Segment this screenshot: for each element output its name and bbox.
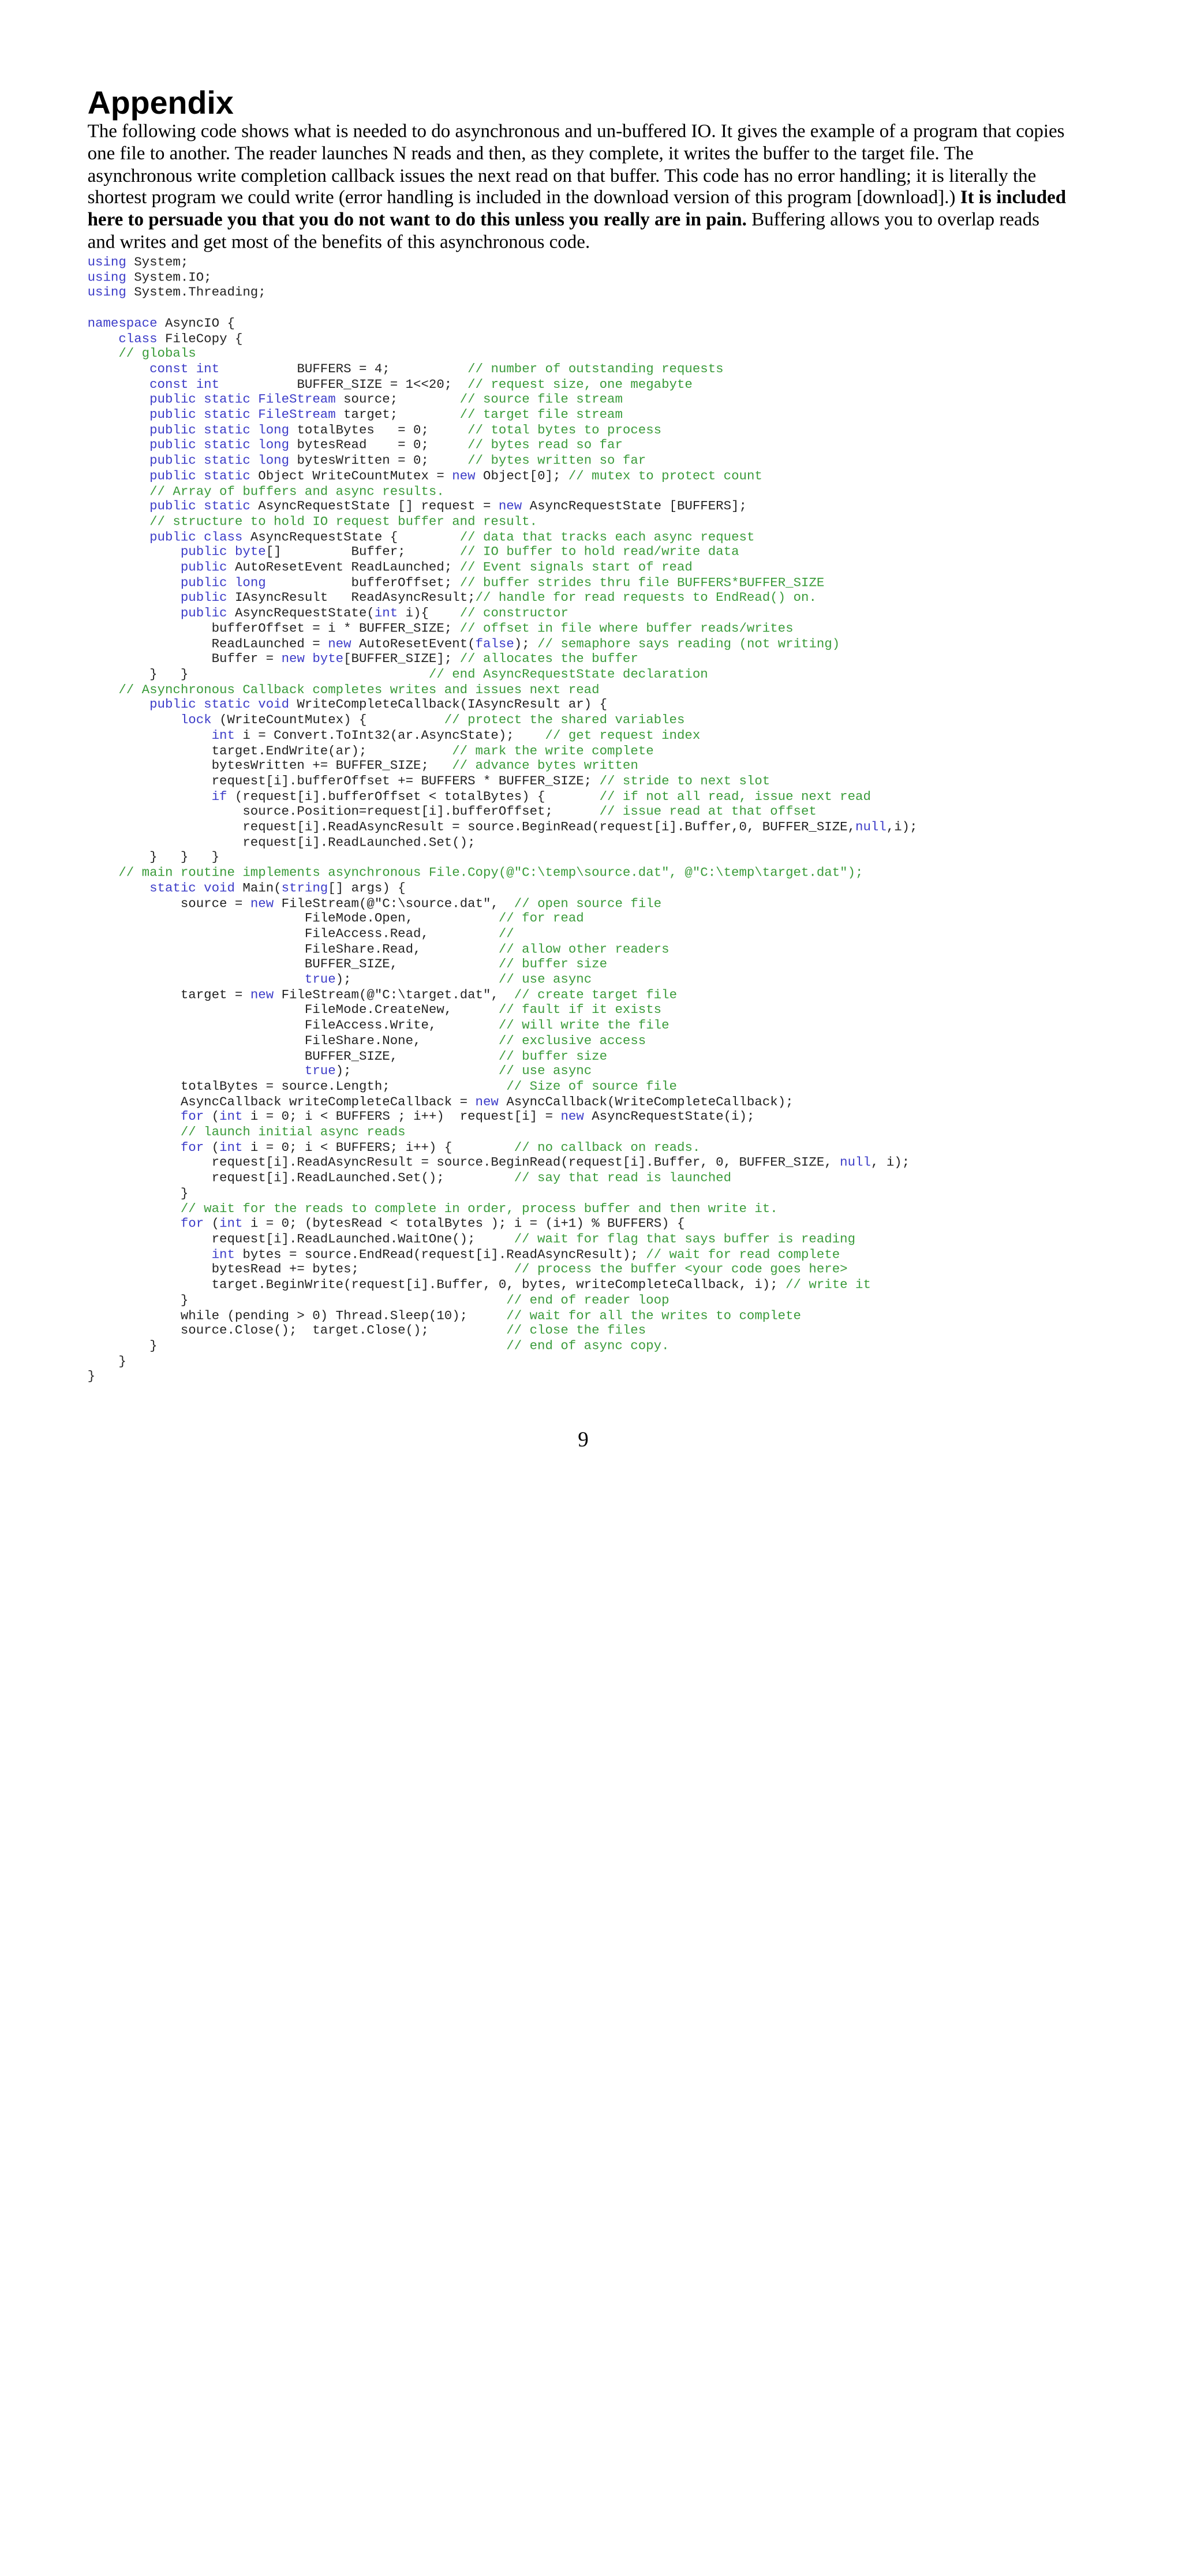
code-text: FileMode.Open, [87, 911, 499, 926]
code-text: request[i].ReadLaunched.Set(); [87, 1171, 514, 1186]
code-line [88, 407, 623, 422]
code-line [88, 316, 235, 330]
code-comment: // mutex to protect count [568, 468, 762, 483]
code-comment: // bytes written so far [467, 453, 646, 468]
code-text: AsyncCallback(WriteCompleteCallback); [498, 1094, 794, 1109]
code-comment: // source file stream [459, 392, 623, 407]
code-text [88, 1201, 181, 1216]
code-comment: // advance bytes written [452, 758, 638, 773]
code-text [88, 529, 150, 544]
code-text: ); [335, 1063, 499, 1079]
code-keyword: const int [149, 361, 220, 376]
code-keyword: true [304, 1063, 336, 1079]
code-text [88, 361, 150, 376]
code-text: AsyncRequestState [BUFFERS]; [522, 499, 747, 514]
code-text: request[i].bufferOffset += BUFFERS * BUFFER_SIZE; [87, 773, 600, 788]
code-keyword: lock [180, 712, 212, 727]
code-line [88, 941, 669, 956]
code-keyword: null [840, 1155, 871, 1170]
code-line [88, 560, 693, 574]
code-comment: // use async [498, 972, 592, 987]
code-keyword: null [855, 819, 886, 835]
code-text: AsyncRequestState [] request = [250, 499, 499, 514]
code-line [88, 469, 762, 483]
code-text [88, 469, 150, 483]
code-text: [] args) { [328, 880, 406, 895]
intro-paragraph [88, 122, 1069, 255]
code-text [88, 499, 150, 513]
code-comment: // structure to hold IO request buffer and result. [149, 514, 538, 529]
code-comment: // constructor [459, 605, 568, 620]
code-text: AsyncRequestState(i); [583, 1109, 755, 1124]
code-text: i = Convert.ToInt32(ar.AsyncState); [234, 728, 545, 743]
code-keyword: new [475, 1094, 499, 1109]
code-keyword: for [180, 1216, 204, 1231]
intro-bold-text: It is included here to persuade you that you do not want to do this unless you really are in pain. [87, 188, 1067, 231]
code-text [88, 713, 181, 727]
code-line [88, 545, 739, 559]
code-text: Buffer = [87, 651, 282, 667]
code-text: AsyncCallback writeCompleteCallback = [87, 1094, 476, 1109]
code-line [88, 652, 638, 666]
code-line [88, 331, 243, 345]
code-comment: // target file stream [459, 407, 623, 422]
code-comment: // end of async copy. [506, 1339, 669, 1354]
code-line [88, 438, 623, 453]
code-keyword: string [281, 880, 328, 895]
code-line [88, 606, 568, 620]
code-comment: // allocates the buffer [459, 651, 638, 667]
code-text [88, 575, 181, 590]
code-text [88, 1125, 181, 1139]
code-comment: // will write the file [498, 1018, 669, 1033]
code-line [88, 1140, 701, 1154]
code-text: BUFFER_SIZE, [87, 1048, 499, 1063]
code-text: Object[0]; [475, 468, 568, 483]
code-line [88, 575, 825, 590]
code-comment: // fault if it exists [498, 1003, 662, 1018]
code-comment: // Asynchronous Callback completes writes and issues next read [118, 682, 600, 697]
code-line [88, 835, 476, 849]
code-keyword: int [219, 1216, 243, 1231]
code-keyword: public static FileStream [149, 392, 336, 407]
code-text [88, 423, 150, 437]
code-text: ); [514, 636, 538, 651]
code-keyword: for [180, 1140, 204, 1155]
code-text: [BUFFER_SIZE]; [343, 651, 460, 667]
code-text: request[i].ReadAsyncResult = source.BeginRead(request[i].Buffer, 0, BUFFER_SIZE, [87, 1155, 840, 1170]
code-text: } [87, 1369, 96, 1384]
code-comment: // bytes read so far [467, 438, 623, 453]
code-text: i){ [398, 605, 460, 620]
code-comment: // no callback on reads. [514, 1140, 701, 1155]
code-line [88, 1109, 755, 1124]
code-comment: // number of outstanding requests [467, 361, 724, 376]
code-text [88, 407, 150, 422]
code-comment: // if not all read, issue next read [599, 788, 871, 804]
code-text: source.Position=request[i].bufferOffset; [87, 804, 600, 819]
code-line [88, 789, 871, 803]
code-keyword: public [180, 560, 227, 575]
code-text [88, 560, 181, 574]
code-text [88, 1247, 212, 1261]
code-text [88, 789, 212, 803]
code-text: target = [87, 987, 250, 1002]
code-text: FileShare.Read, [87, 941, 499, 956]
code-text: bytesWritten += BUFFER_SIZE; [87, 758, 452, 773]
code-line [88, 988, 677, 1002]
intro-text-before: The following code shows what is needed to do asynchronous and un-buffered IO. It gives the example of a program that copies one file to another. The reader launches N reads and then, as they complete, it writes the buffer to the target file. The asynchronous write completion callback issues the next read on that buffer. This code has no error handling; it is literally the shortest program we could write (error handling is included in the download version of this program [download].) [87, 121, 1065, 209]
code-comment: // open source file [514, 896, 662, 911]
code-text: target.EndWrite(ar); [87, 743, 452, 758]
code-comment: // semaphore says reading (not writing) [537, 636, 840, 651]
code-comment: // request size, one megabyte [467, 376, 693, 392]
code-line [88, 285, 266, 300]
code-keyword: new [560, 1109, 584, 1124]
code-comment: // data that tracks each async request [459, 529, 755, 544]
code-line [88, 881, 406, 895]
code-text [88, 865, 119, 880]
code-line [88, 1339, 669, 1353]
code-keyword: using [87, 270, 126, 285]
code-keyword: public static long [149, 453, 290, 468]
code-line [88, 423, 662, 437]
code-text [88, 1140, 181, 1154]
code-text: request[i].ReadAsyncResult = source.BeginRead(request[i].Buffer,0, BUFFER_SIZE, [87, 819, 856, 835]
code-line [88, 1369, 95, 1384]
code-comment: // for read [498, 911, 584, 926]
code-line [88, 392, 623, 406]
code-comment: // offset in file where buffer reads/writes [459, 620, 794, 636]
code-text: BUFFER_SIZE = 1<<20; [219, 376, 468, 392]
code-line [88, 1079, 677, 1093]
code-line [88, 1354, 126, 1368]
code-line [88, 1003, 662, 1017]
code-keyword: public static long [149, 438, 290, 453]
code-keyword: public [180, 605, 227, 620]
code-text: , i); [870, 1155, 910, 1170]
code-line [88, 682, 600, 697]
code-line [88, 865, 863, 880]
code-keyword: false [475, 636, 514, 651]
code-line [88, 1323, 646, 1338]
code-text: } [87, 1354, 126, 1369]
code-line [88, 743, 654, 758]
code-text [88, 881, 150, 895]
code-line [88, 499, 747, 513]
code-comment: // end AsyncRequestState declaration [428, 667, 708, 682]
code-comment: // wait for all the writes to complete [506, 1308, 801, 1323]
code-text [88, 590, 181, 605]
code-text: AsyncRequestState( [227, 605, 375, 620]
code-listing [88, 255, 918, 1384]
code-keyword: new [250, 896, 274, 911]
code-line [88, 758, 638, 773]
code-keyword: public byte [180, 544, 266, 560]
code-text: bufferOffset; [265, 575, 460, 590]
code-line [88, 773, 770, 788]
code-line [88, 1293, 669, 1307]
code-text: ,i); [886, 819, 918, 835]
code-keyword: new [328, 636, 351, 651]
code-text: source.Close(); target.Close(); [87, 1323, 507, 1338]
code-text: [] Buffer; [265, 544, 460, 560]
code-line [88, 1018, 669, 1033]
code-text: while (pending > 0) Thread.Sleep(10); [87, 1308, 507, 1323]
code-keyword: public static [149, 468, 250, 483]
code-keyword: true [304, 972, 336, 987]
code-text: } [87, 1339, 507, 1354]
code-text: } } } [87, 850, 220, 865]
code-keyword: using [87, 285, 126, 300]
code-line [88, 728, 701, 742]
code-line [88, 1201, 778, 1216]
code-text: Main( [234, 880, 282, 895]
code-text [88, 438, 150, 453]
code-line [88, 514, 537, 529]
code-line [88, 1064, 592, 1078]
code-comment: // main routine implements asynchronous File.Copy(@"C:\temp\source.dat", @"C:\temp\target.dat"); [118, 865, 863, 880]
code-comment: // Array of buffers and async results. [149, 483, 444, 499]
code-keyword: int [211, 1247, 235, 1262]
code-text: BUFFER_SIZE, [87, 956, 499, 972]
code-text [88, 346, 119, 361]
code-comment: // buffer size [498, 1048, 608, 1063]
code-text: BUFFERS = 4; [219, 361, 468, 376]
code-comment: // say that read is launched [514, 1171, 732, 1186]
code-keyword: static void [149, 880, 235, 895]
code-line [88, 255, 189, 269]
code-text: bytesWritten = 0; [289, 453, 468, 468]
code-comment: // handle for read requests to EndRead() on. [475, 590, 817, 605]
code-text [88, 606, 181, 620]
code-text [88, 972, 305, 986]
code-line [88, 1232, 855, 1246]
code-text [88, 1216, 181, 1231]
code-text: ( [204, 1216, 220, 1231]
code-text: (WriteCountMutex) { [211, 712, 444, 727]
code-text: AsyncRequestState { [242, 529, 460, 544]
code-text [88, 377, 150, 391]
code-text: ( [204, 1109, 220, 1124]
page-heading: Appendix [87, 84, 234, 121]
code-comment: // allow other readers [498, 941, 669, 956]
code-keyword: int [211, 728, 235, 743]
code-keyword: public static FileStream [149, 407, 336, 422]
code-comment: // end of reader loop [506, 1292, 669, 1307]
code-text: } [87, 1292, 507, 1307]
code-line [88, 804, 817, 818]
code-text: Object WriteCountMutex = [250, 468, 452, 483]
code-comment: // globals [118, 346, 196, 361]
code-line [88, 270, 212, 285]
code-keyword: new [250, 987, 274, 1002]
code-comment: // [498, 926, 514, 941]
code-keyword: new [498, 499, 522, 514]
code-text [88, 1064, 305, 1078]
code-keyword: for [180, 1109, 204, 1124]
code-line [88, 1156, 910, 1170]
code-text: target; [335, 407, 460, 422]
code-comment: // mark the write complete [452, 743, 654, 758]
code-keyword: public [180, 590, 227, 605]
code-line [88, 1171, 731, 1185]
code-line [88, 346, 196, 361]
code-line [88, 1125, 406, 1139]
code-keyword: public long [180, 575, 266, 590]
code-comment: // wait for the reads to complete in order, process buffer and then write it. [180, 1201, 778, 1216]
code-comment: // exclusive access [498, 1033, 646, 1048]
code-text: FileCopy { [157, 331, 243, 346]
code-line [88, 820, 918, 834]
code-text: FileAccess.Write, [87, 1018, 499, 1033]
code-line [88, 1049, 607, 1063]
code-comment: // issue read at that offset [599, 804, 817, 819]
code-line [88, 1186, 189, 1201]
code-comment: // buffer size [498, 956, 608, 972]
code-comment: // stride to next slot [599, 773, 770, 788]
code-text [88, 484, 150, 498]
code-text: ); [335, 972, 499, 987]
code-text [88, 697, 150, 712]
code-text [88, 545, 181, 559]
code-text: System; [126, 255, 189, 270]
code-text: (request[i].bufferOffset < totalBytes) { [227, 788, 600, 804]
code-line [88, 529, 755, 544]
code-keyword: public class [149, 529, 243, 544]
code-text: FileStream(@"C:\target.dat", [274, 987, 514, 1002]
code-text: AutoResetEvent( [351, 636, 476, 651]
code-comment: // IO buffer to hold read/write data [459, 544, 739, 560]
code-text: IAsyncResult ReadAsyncResult; [227, 590, 476, 605]
code-text: request[i].ReadLaunched.Set(); [87, 835, 476, 850]
code-text: ( [204, 1140, 220, 1155]
code-keyword: public static [149, 499, 250, 514]
code-line [88, 713, 685, 727]
code-text: } } [87, 667, 429, 682]
code-keyword: int [374, 605, 398, 620]
code-line [88, 590, 817, 605]
code-line [88, 453, 646, 468]
code-text: i = 0; i < BUFFERS; i++) { [242, 1140, 514, 1155]
code-text: FileShare.None, [87, 1033, 499, 1048]
code-keyword: new byte [281, 651, 344, 667]
code-line [88, 1216, 685, 1231]
code-comment: // protect the shared variables [444, 712, 685, 727]
code-line [88, 1094, 794, 1109]
code-line [88, 1308, 801, 1322]
code-keyword: if [211, 788, 227, 804]
code-line [88, 1033, 646, 1048]
page-number: 9 [578, 1427, 589, 1452]
code-text: request[i].ReadLaunched.WaitOne(); [87, 1231, 514, 1247]
code-text: FileAccess.Read, [87, 926, 499, 941]
code-text: AsyncIO { [157, 316, 235, 331]
code-keyword: class [118, 331, 158, 346]
code-text: ReadLaunched = [87, 636, 328, 651]
code-text [88, 682, 119, 697]
code-text: FileMode.CreateNew, [87, 1003, 499, 1018]
code-line [88, 697, 607, 712]
code-comment: // Event signals start of read [459, 560, 693, 575]
code-text: System.Threading; [126, 285, 266, 300]
code-line [88, 636, 840, 650]
code-text: bufferOffset = i * BUFFER_SIZE; [87, 620, 460, 636]
code-comment: // close the files [506, 1323, 646, 1338]
code-comment: // buffer strides thru file BUFFERS*BUFFER_SIZE [459, 575, 825, 590]
code-text: i = 0; i < BUFFERS ; i++) request[i] = [242, 1109, 561, 1124]
code-keyword: new [452, 468, 476, 483]
code-comment: // wait for read complete [646, 1247, 840, 1262]
code-text [88, 1109, 181, 1124]
code-text [88, 453, 150, 468]
code-comment: // total bytes to process [467, 423, 662, 438]
code-text: bytesRead += bytes; [87, 1262, 514, 1277]
code-text: System.IO; [126, 270, 212, 285]
code-line [88, 621, 794, 635]
code-text: source; [335, 392, 460, 407]
code-line [88, 667, 708, 681]
code-keyword: int [219, 1140, 243, 1155]
code-keyword: public static void [149, 697, 290, 712]
code-line [88, 972, 592, 986]
code-line [88, 361, 724, 376]
code-text: i = 0; (bytesRead < totalBytes ); i = (i+1) % BUFFERS) { [242, 1216, 685, 1231]
code-comment: // launch initial async reads [180, 1124, 406, 1140]
code-line [88, 957, 607, 971]
code-text: WriteCompleteCallback(IAsyncResult ar) { [289, 697, 608, 712]
code-keyword: public static long [149, 423, 290, 438]
code-text: bytes = source.EndRead(request[i].ReadAsyncResult); [234, 1247, 646, 1262]
code-text: } [87, 1186, 189, 1201]
code-comment: // use async [498, 1063, 592, 1079]
code-text: source = [87, 896, 250, 911]
code-comment: // wait for flag that says buffer is reading [514, 1231, 856, 1247]
code-comment: // Size of source file [506, 1079, 677, 1094]
code-text: target.BeginWrite(request[i].Buffer, 0, bytes, writeCompleteCallback, i); [87, 1277, 786, 1292]
code-text: totalBytes = source.Length; [87, 1079, 507, 1094]
code-text: AutoResetEvent ReadLaunched; [227, 560, 460, 575]
code-keyword: using [87, 255, 126, 270]
code-line [88, 911, 584, 925]
code-keyword: const int [149, 376, 220, 392]
code-comment: // process the buffer <your code goes here> [514, 1262, 848, 1277]
code-text [88, 331, 119, 345]
code-comment: // create target file [514, 987, 678, 1002]
code-text [88, 392, 150, 406]
code-keyword: int [219, 1109, 243, 1124]
code-keyword: namespace [87, 316, 158, 331]
code-text: totalBytes = 0; [289, 423, 468, 438]
code-line [88, 1262, 848, 1277]
code-line [88, 926, 514, 941]
code-comment: // write it [785, 1277, 871, 1292]
code-line [88, 1277, 871, 1292]
intro-text-after: Buffering allows you to overlap reads and writes and get most of the benefits of this asynchronous code. [87, 210, 1040, 253]
code-text [88, 728, 212, 742]
code-line [88, 484, 444, 498]
code-text: bytesRead = 0; [289, 438, 468, 453]
code-comment: // get request index [545, 728, 701, 743]
code-text: FileStream(@"C:\source.dat", [274, 896, 514, 911]
code-text [88, 514, 150, 529]
code-line [88, 850, 219, 865]
code-line [88, 1247, 840, 1261]
code-line [88, 377, 693, 391]
code-line [88, 896, 662, 910]
